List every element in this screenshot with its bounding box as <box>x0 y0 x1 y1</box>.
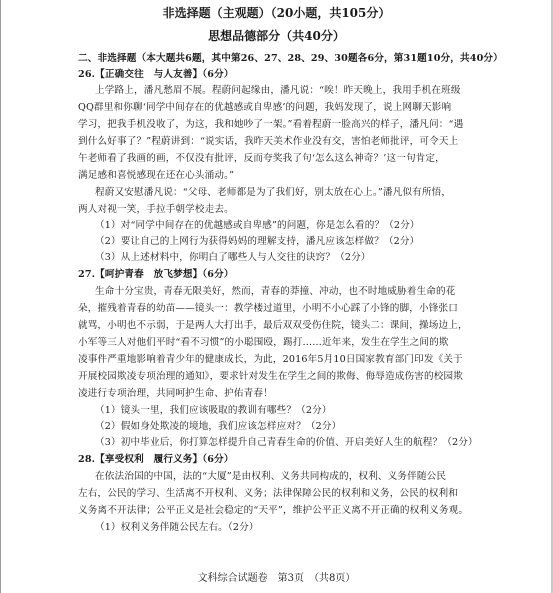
question-26-title: 26.【正确交往 与人友善】（6分） <box>78 69 234 80</box>
question-26-paragraph-line: 学习，把我手机没收了，为这，我和她吵了一架。”看着程蔚一脸高兴的样子，潘凡问：“遇 <box>78 119 464 130</box>
question-28-sub-1: （1）权利义务伴随公民左右。（2分） <box>95 522 259 533</box>
question-26-sub-3: （3）从上述材料中，你明白了哪些人与人交往的诀窍？（2分） <box>95 252 371 263</box>
question-26-sub-1: （1）对“同学中间存在的优越感或自卑感”的问题，你是怎么看的？（2分） <box>95 220 420 231</box>
question-28-paragraph-line: 义务离不开法律；公平正义是社会稳定的“天平”，维护公平正义离不开正确的权利义务观。 <box>78 505 469 516</box>
part2-heading: 二、非选择题（本大题共6题，其中第26、27、28、29、30题各6分，第31题10分，共40分） <box>78 53 503 64</box>
question-26-paragraph-line: QQ群里和你聊‘同学中间存在的优越感或自卑感’的问题，我妈发现了，说上网聊天影响 <box>78 102 452 113</box>
question-26-paragraph-line: 上学路上，潘凡愁眉不展。程蔚问起缘由，潘凡说：“唉！昨天晚上，我用手机在班级 <box>95 85 461 96</box>
subject-title: 思想品德部分（共40分） <box>208 29 345 43</box>
question-27-paragraph-line: 小军等三人对他们平时“看不习惯”的小聪围殴，踢打……近年来，发生在学生之间的欺 <box>78 337 449 348</box>
question-27-paragraph-line: 就骂，小明也不示弱，于是两人大打出手，最后双双受伤住院，镜头二：课间，操场边上， <box>78 320 468 331</box>
page-left-border <box>0 0 1 593</box>
question-27-sub-2: （2）假如身处欺凌的境地，我们应该怎样应对？（2分） <box>95 421 342 432</box>
question-27-paragraph-line: 凌事件严重地影响着青少年的健康成长，为此，2016年5月10日国家教育部门印发《关于 <box>78 354 463 365</box>
question-27-paragraph-line: 开展校园欺凌专项治理的通知》，要求针对发生在学生之间的欺侮、侮辱造成伤害的校园欺 <box>78 371 463 382</box>
question-26-paragraph-line: 到什么好事了？”程蔚讲到：“说实话，我昨天美术作业没有交，害怕老师批评，可令天上 <box>78 136 459 147</box>
question-27-paragraph-line: 生命十分宝贵，青春无限美好，然而，青春的莽撞、冲动，也不时地威胁着生命的花 <box>95 286 456 297</box>
question-27-paragraph-line: 朵，摧残着青春的幼苗——镜头一：教学楼过道里，小明不小心踩了小锋的脚，小锋张口 <box>78 303 459 314</box>
question-27-paragraph-line: 凌进行专项治理，共同呵护生命、护佑青春！ <box>78 388 273 399</box>
question-26-paragraph-line: 午老师看了我画的画，不仅没有批评，反而夸奖我了句‘怎么这么神奇？’这一句肯定， <box>78 153 445 164</box>
question-26-paragraph-line: 两人对视一笑，手拉手朝学校走去。 <box>78 204 234 215</box>
question-27-sub-3: （3）初中毕业后，你打算怎样提升自己青春生命的价值、开启美好人生的航程？（2分） <box>95 437 478 448</box>
question-28-title: 28.【享受权利 履行义务】（6分） <box>78 454 234 465</box>
question-27-title: 27.【呵护青春 放飞梦想】（6分） <box>78 269 234 280</box>
section-title: 非选择题（主观题）（20小题，共105分） <box>162 6 391 20</box>
question-27-sub-1: （1）镜头一里，我们应该吸取的教训有哪些？（2分） <box>95 405 332 416</box>
question-26-sub-2: （2）要让自己的上网行为获得妈妈的理解支持，潘凡应该怎样做？（2分） <box>95 236 420 247</box>
page-footer: 文科综合试题卷 第3页 （共8页） <box>197 573 356 584</box>
question-28-paragraph-line: 在依法治国的中国，法的“大厦”是由权利、义务共同构成的，权利、义务伴随公民 <box>95 471 447 482</box>
question-26-paragraph-line: 满足感和喜悦感现在还在心头涌动。” <box>78 170 235 181</box>
question-28-paragraph-line: 左右，公民的学习、生活离不开权利、义务；法律保障公民的权利和义务，公民的权利和 <box>78 488 459 499</box>
question-26-paragraph-line: 程蔚又安慰潘凡说：“父母、老师都是为了我们好，别太放在心上。”潘凡似有所悟， <box>95 187 452 198</box>
